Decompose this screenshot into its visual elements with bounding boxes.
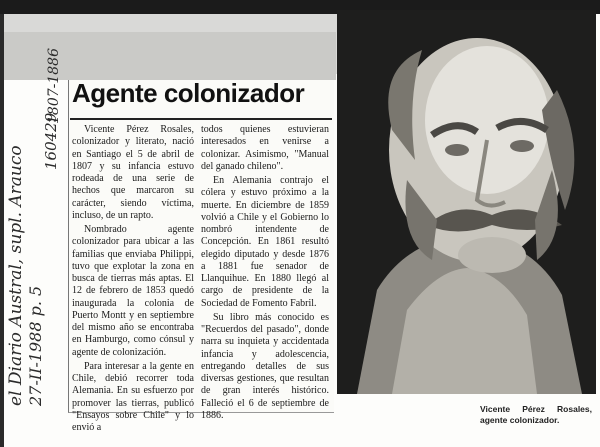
article-column-1 xyxy=(72,124,194,434)
handwritten-years: 1807-1886 xyxy=(46,48,62,124)
paragraph: Nombrado agente colonizador para ubicar a las familias que enviaba Philippi, tuvo que explotar la zona en busca de tierras más aptas. El 12 de febrero de 1853 quedó inaugurada la colonia de Puerto Montt y en septiembre del mismo año se encontraba en Hamburgo, como cónsul y agente de colonización. xyxy=(72,224,194,358)
article-headline: Agente colonizador xyxy=(72,78,305,108)
handwritten-date: 27-II-1988 p. 5 xyxy=(26,285,45,406)
article-column-2 xyxy=(201,124,329,422)
handwritten-number: 160429 xyxy=(42,112,60,170)
paragraph: En Alemania contrajo el cólera y estuvo próximo a la muerte. En diciembre de 1859 volvió a Chile y el Gobierno lo nombró intendente de Concepción. En 1861 resultó elegido diputado y desde 1876 a 1881 fue senador de Llanquihue. En 1880 llegó al cargo de presidente de la Sociedad de Fomento Fabril. xyxy=(201,175,329,309)
scan-edge-left xyxy=(0,14,4,447)
bust-portrait-illustration xyxy=(337,10,596,394)
handwritten-source: el Diario Austral, supl. Arauco xyxy=(6,145,26,406)
paragraph: Para interesar a la gente en Chile, debió recorrer toda Alemania. En su esfuerzo por promover las tierras, publicó "Ensayos sobre Chile" y lo envió a xyxy=(72,360,194,433)
paragraph: Vicente Pérez Rosales, colonizador y literato, nació en Santiago el 5 de abril de 1807 y su infancia estuvo rodeada de una serie de hechos que marcaron su carácter, siendo víctima, incluso, de un rapto. xyxy=(72,124,194,221)
photo-caption: Vicente Pérez Rosales, agente colonizador. xyxy=(480,404,592,425)
paragraph: todos quienes estuvieran interesados en venirse a colonizar. Asimismo, "Manual del ganado chileno". xyxy=(201,124,329,172)
paragraph: Su libro más conocido es "Recuerdos del pasado", donde narra su inquieta y accidentada infancia y adolescencia, entregando detalles de sus diversas gestiones, que resultan de gran interés histórico. Falleció el 6 de septiembre de 1886. xyxy=(201,311,329,421)
portrait-photo xyxy=(337,10,596,394)
headline-rule xyxy=(70,118,332,120)
